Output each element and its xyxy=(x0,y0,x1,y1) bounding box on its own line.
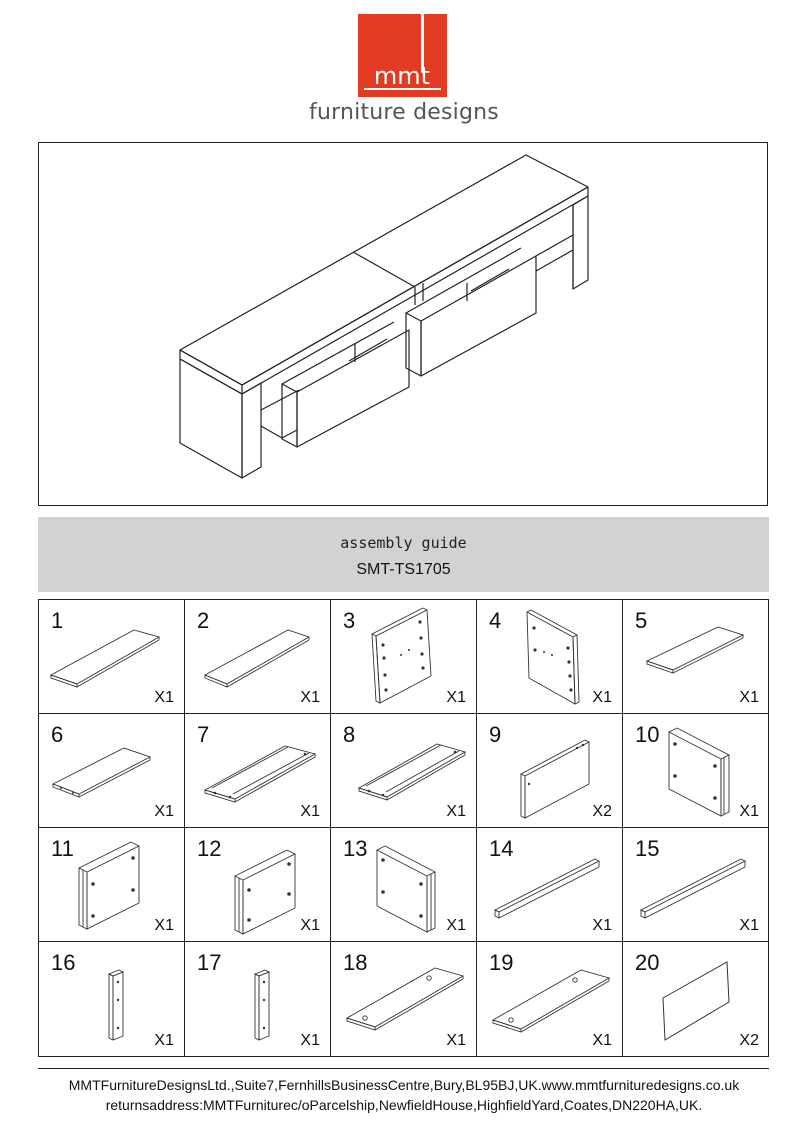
part-cell-14 xyxy=(477,828,623,942)
footer-company-address: MMTFurnitureDesignsLtd.,Suite7,FernhillsBusinessCentre,Bury,BL95BJ,UK.www.mmtfurnituredesigns.co.uk xyxy=(68,1077,740,1093)
part-quantity: X1 xyxy=(154,917,174,934)
part-cell-7 xyxy=(185,714,331,828)
part-quantity: X1 xyxy=(154,689,174,706)
part-number: 2 xyxy=(197,608,210,633)
tv-unit-drawing xyxy=(39,143,769,507)
document-subtitle: assembly guide xyxy=(340,534,467,552)
part-number: 6 xyxy=(51,722,64,747)
part-quantity: X1 xyxy=(446,917,466,934)
part-number: 7 xyxy=(197,722,210,747)
part-quantity: X1 xyxy=(592,917,612,934)
parts-grid xyxy=(38,599,769,1057)
part-cell-16 xyxy=(39,942,185,1056)
part-quantity: X1 xyxy=(300,689,320,706)
footer-divider xyxy=(38,1068,769,1069)
part-cell-12 xyxy=(185,828,331,942)
part-cell-8 xyxy=(331,714,477,828)
part-cell-18 xyxy=(331,942,477,1056)
part-quantity: X1 xyxy=(154,1032,174,1049)
tv-unit-illustration xyxy=(38,142,768,506)
part-number: 3 xyxy=(343,608,356,633)
part-number: 20 xyxy=(635,950,660,975)
part-quantity: X1 xyxy=(739,803,759,820)
part-cell-19 xyxy=(477,942,623,1056)
part-cell-2 xyxy=(185,600,331,714)
part-cell-9 xyxy=(477,714,623,828)
part-number: 8 xyxy=(343,722,356,747)
logo-text: mmt xyxy=(373,62,431,90)
part-cell-3 xyxy=(331,600,477,714)
part-number: 19 xyxy=(489,950,514,975)
part-number: 11 xyxy=(51,836,74,861)
brand-tagline: furniture designs xyxy=(309,100,499,125)
part-number: 1 xyxy=(51,608,64,633)
part-quantity: X1 xyxy=(592,689,612,706)
part-quantity: X1 xyxy=(446,689,466,706)
part-number: 15 xyxy=(635,836,660,861)
part-number: 18 xyxy=(343,950,368,975)
part-quantity: X2 xyxy=(592,803,612,820)
part-cell-10 xyxy=(623,714,769,828)
part-number: 5 xyxy=(635,608,648,633)
part-number: 10 xyxy=(635,722,660,747)
part-quantity: X1 xyxy=(446,803,466,820)
part-quantity: X1 xyxy=(739,917,759,934)
part-quantity: X1 xyxy=(739,689,759,706)
part-cell-11 xyxy=(39,828,185,942)
part-cell-4 xyxy=(477,600,623,714)
part-number: 9 xyxy=(489,722,502,747)
part-cell-15 xyxy=(623,828,769,942)
part-number: 13 xyxy=(343,836,368,861)
title-band xyxy=(38,517,769,592)
part-number: 12 xyxy=(197,836,222,861)
part-quantity: X1 xyxy=(300,1032,320,1049)
footer-returns-address: returnsaddress:MMTFurniturec/oParcelship,NewfieldHouse,HighfieldYard,Coates,DN220HA,UK. xyxy=(105,1097,703,1113)
part-quantity: X1 xyxy=(446,1032,466,1049)
part-cell-13 xyxy=(331,828,477,942)
part-number: 14 xyxy=(489,836,514,861)
part-cell-5 xyxy=(623,600,769,714)
part-quantity: X1 xyxy=(300,917,320,934)
part-cell-17 xyxy=(185,942,331,1056)
part-quantity: X1 xyxy=(592,1032,612,1049)
part-quantity: X1 xyxy=(154,803,174,820)
part-cell-1 xyxy=(39,600,185,714)
part-cell-20 xyxy=(623,942,769,1056)
part-cell-6 xyxy=(39,714,185,828)
mmt-logo xyxy=(358,14,447,97)
part-number: 17 xyxy=(197,950,222,975)
model-number: SMT-TS1705 xyxy=(356,561,451,578)
part-quantity: X1 xyxy=(300,803,320,820)
part-number: 16 xyxy=(51,950,76,975)
part-number: 4 xyxy=(489,608,502,633)
part-quantity: X2 xyxy=(739,1032,759,1049)
